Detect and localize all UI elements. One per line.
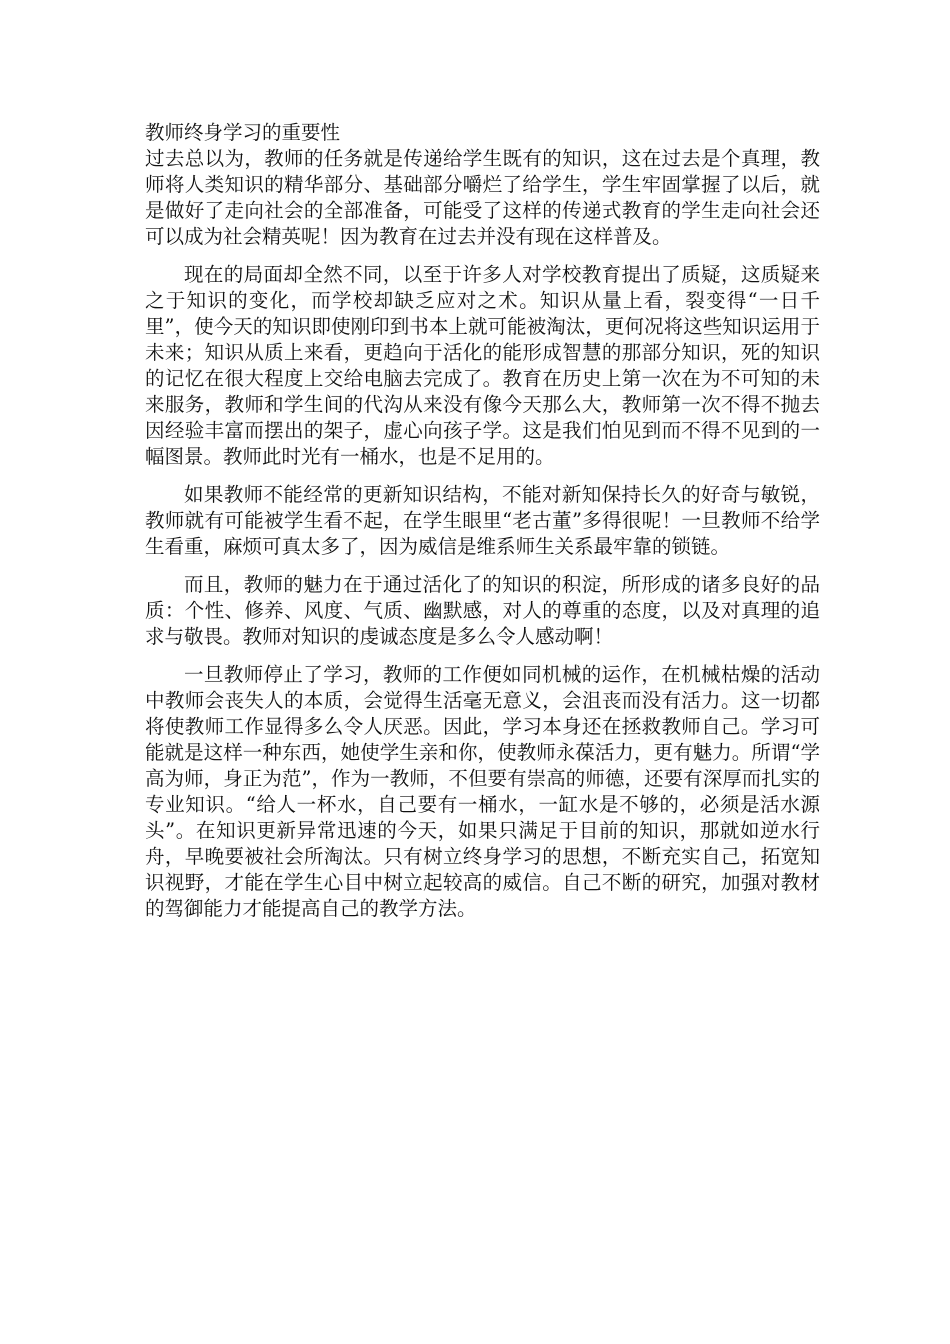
paragraph-3: 如果教师不能经常的更新知识结构，不能对新知保持长久的好奇与敏锐，教师就有可能被学生看不起，在学生眼里“老古董”多得很呢！一旦教师不给学生看重，麻烦可真太多了，因为威信是维系师生关系最牢靠的锁链。 (145, 483, 820, 558)
paragraph-2: 现在的局面却全然不同，以至于许多人对学校教育提出了质疑，这质疑来之于知识的变化，而学校却缺乏应对之术。知识从量上看，裂变得“一日千里”，使今天的知识即使刚印到书本上就可能被淘汰，更何况将这些知识运用于未来；知识从质上来看，更趋向于活化的能形成智慧的那部分知识，死的知识的记忆在很大程度上交给电脑去完成了。教育在历史上第一次在为不可知的未来服务，教师和学生间的代沟从来没有像今天那么大，教师第一次不得不抛去因经验丰富而摆出的架子，虚心向孩子学。这是我们怕见到而不得不见到的一幅图景。教师此时光有一桶水，也是不足用的。 (145, 263, 820, 468)
document-title: 教师终身学习的重要性 (145, 121, 341, 144)
paragraph-1: 过去总以为，教师的任务就是传递给学生既有的知识，这在过去是个真理，教师将人类知识的精华部分、基础部分嚼烂了给学生，学生牢固掌握了以后，就是做好了走向社会的全部准备，可能受了这样的传递式教育的学生走向社会还可以成为社会精英呢！因为教育在过去并没有现在这样普及。 (145, 147, 820, 248)
paragraph-5: 一旦教师停止了学习，教师的工作便如同机械的运作，在机械枯燥的活动中教师会丧失人的本质，会觉得生活毫无意义，会沮丧而没有活力。这一切都将使教师工作显得多么令人厌恶。因此，学习本身还在拯救教师自己。学习可能就是这样一种东西，她使学生亲和你，使教师永葆活力，更有魅力。所谓“学高为师，身正为范”，作为一教师，不但要有崇高的师德，还要有深厚而扎实的专业知识。“给人一杯水，自己要有一桶水，一缸水是不够的，必须是活水源头”。在知识更新异常迅速的今天，如果只满足于目前的知识，那就如逆水行舟，早晚要被社会所淘汰。只有树立终身学习的思想，不断充实自己，拓宽知识视野，才能在学生心目中树立起较高的威信。自己不断的研究，加强对教材的驾御能力才能提高自己的教学方法。 (145, 663, 820, 920)
paragraph-4: 而且，教师的魅力在于通过活化了的知识的积淀，所形成的诸多良好的品质：个性、修养、风度、气质、幽默感，对人的尊重的态度，以及对真理的追求与敬畏。教师对知识的虔诚态度是多么令人感动啊！ (145, 573, 820, 648)
document-page (145, 120, 820, 922)
